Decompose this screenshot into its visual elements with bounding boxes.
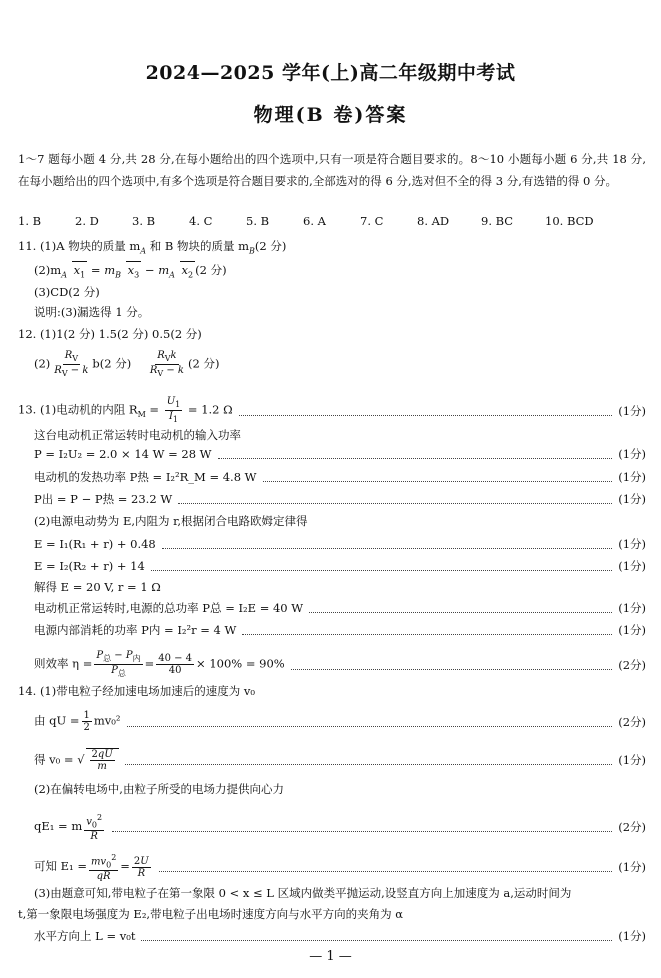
q13-row10: 电动机正常运转时,电源的总功率 P总 = I₂E = 40 W (1分) (34, 601, 646, 615)
q11-line1: 11. (1)A 物块的质量 $m_A$ 和 B 物块的质量 $m_B(2$ 分) (18, 239, 287, 256)
q13-row1: 13. (1)电动机的内阻 $R_M$ = $\frac{U_1}{I_1}$ = 1.2 Ω (1分) (18, 396, 646, 424)
scoring-instructions: 1～7 题每小题 4 分,共 28 分,在每小题给出的四个选项中,只有一项是符合题目要求的。8～10 小题每小题 6 分,共 18 分,在每小题给出的四个选项中,有多个选项是符合题目要求的,全部选对的得 6 分,选对但不全的得 3 分,有选错的得 0 分。 (18, 152, 646, 188)
q13-row6: (2)电源电动势为 E,内阻为 r,根据闭合电路欧姆定律得 (34, 514, 308, 528)
q13-row8: E = I₂(R₂ + r) + 14 (1分) (34, 559, 646, 573)
q11-line4: 说明:(3)漏选得 1 分。 (34, 305, 150, 319)
q12-line1: 12. (1)1(2 分) 1.5(2 分) 0.5(2 分) (18, 327, 202, 341)
q14-row5: qE₁ = m $\frac{v_0^2}{R}$ (2分) (34, 813, 646, 843)
answer-2: 2. D (75, 214, 99, 228)
q13-row9: 解得 E = 20 V, r = 1 Ω (34, 580, 161, 594)
answer-6: 6. A (303, 214, 326, 228)
answer-9: 9. BC (481, 214, 514, 228)
q12-line2: (2) $\frac{R_V}{R_V - k}$ b(2 分) $\frac{R_Vk}{R_V - k}$ (2 分) (34, 350, 220, 378)
page-number: — 1 — (309, 949, 352, 964)
answer-5: 5. B (246, 214, 270, 228)
page-title: 2024—2025 学年(上)高二年级期中考试 (145, 62, 516, 84)
q14-row1: 14. (1)带电粒子经加速电场加速后的速度为 v₀ (18, 684, 255, 698)
answer-4: 4. C (189, 214, 213, 228)
q13-row4: 电动机的发热功率 P热 = I₂²R_M = 4.8 W (1分) (34, 470, 646, 484)
answer-3: 3. B (132, 214, 156, 228)
q14-row9: 水平方向上 L = v₀t (1分) (34, 929, 646, 943)
q14-row7: (3)由题意可知,带电粒子在第一象限 0 < x ≤ L 区域内做类平抛运动,设竖直方向上加速度为 a,运动时间为 (34, 886, 572, 900)
choice-answers (18, 214, 618, 228)
q11-line2: $(2)m_A$ $x_1 = m_B$ $x_3 - m_A$ $x_2$ (2 分) (34, 261, 227, 283)
q14-row2: 由 qU = $\frac{1}{2}$ mv₀² (2分) (34, 710, 646, 733)
q14-row8: t,第一象限电场强度为 E₂,带电粒子出电场时速度方向与水平方向的夹角为 α (18, 907, 404, 921)
page-subtitle: 物理(B 卷)答案 (253, 104, 408, 126)
q13-row12: 则效率 η = $\frac{P_总 - P_内}{P_总}$ = $\frac{40 - 4}{40}$ × 100% = 90% (2分) (34, 650, 646, 678)
q13-row7: E = I₁(R₁ + r) + 0.48 (1分) (34, 537, 646, 551)
q11-line3: (3)CD(2 分) (34, 285, 100, 299)
answer-7: 7. C (360, 214, 384, 228)
q14-row6: 可知 E₁ = $\frac{mv_0^2}{qR}$ = $\frac{2U}{R}$ (1分) (34, 853, 646, 883)
q13-row2: 这台电动机正常运转时电动机的输入功率 (34, 428, 241, 442)
q13-row3: P = I₂U₂ = 2.0 × 14 W = 28 W (1分) (34, 447, 646, 461)
q14-row3: 得 v₀ = √ $\frac{2qU}{m}$ (1分) (34, 749, 646, 772)
q14-row4: (2)在偏转电场中,由粒子所受的电场力提供向心力 (34, 782, 284, 796)
q13-row11: 电源内部消耗的功率 P内 = I₂²r = 4 W (1分) (34, 623, 646, 637)
answer-8: 8. AD (417, 214, 450, 228)
q13-row5: P出 = P − P热 = 23.2 W (1分) (34, 492, 646, 506)
answer-1: 1. B (18, 214, 42, 228)
answer-10: 10. BCD (545, 214, 594, 228)
